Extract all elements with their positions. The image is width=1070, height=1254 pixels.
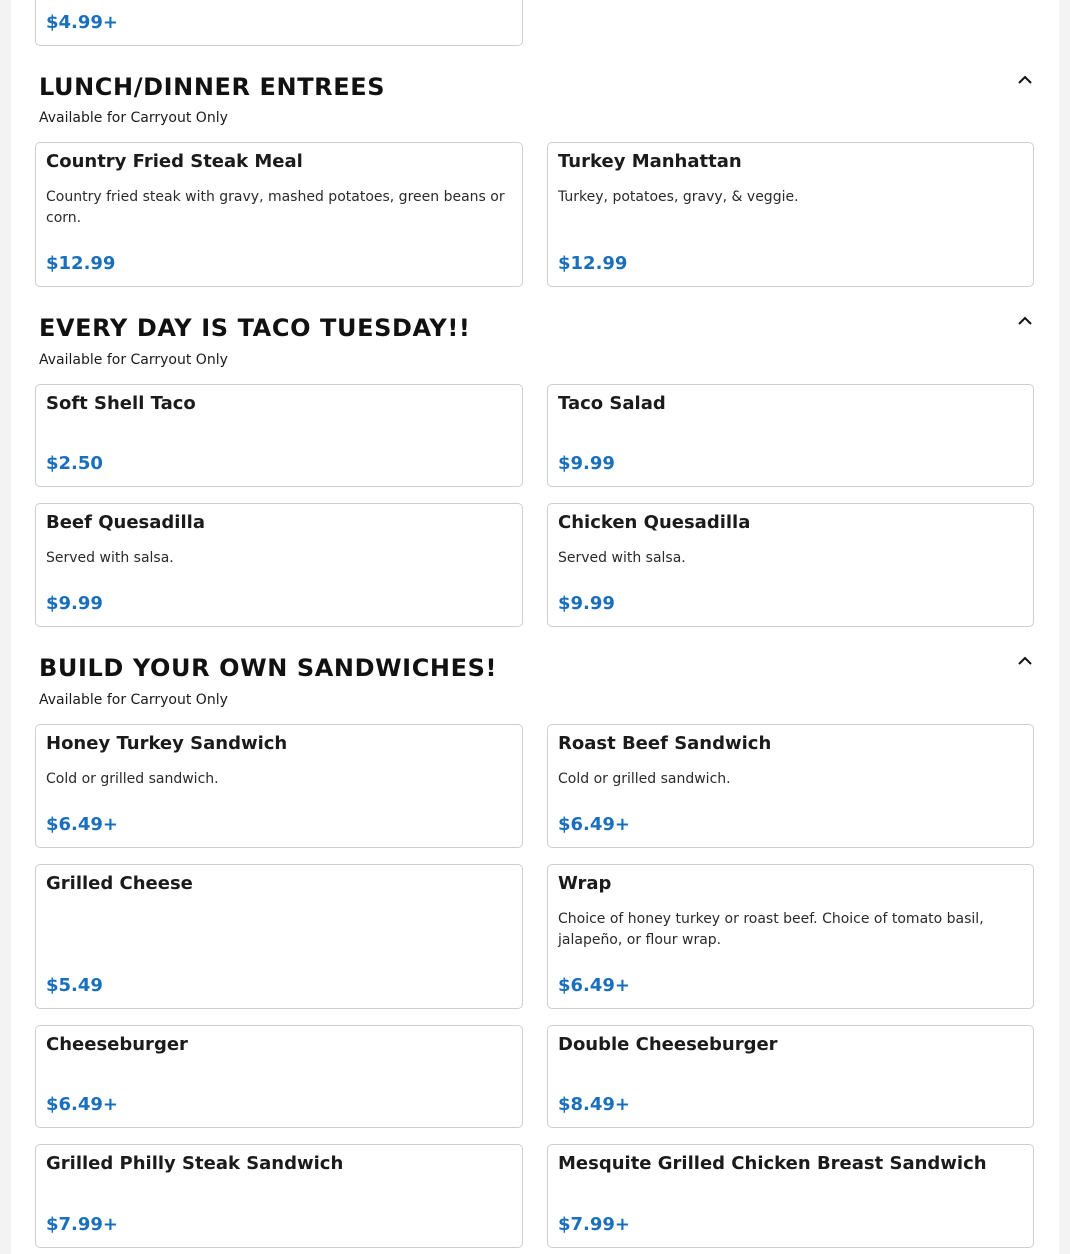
- menu-item-price: $12.99: [46, 253, 116, 274]
- menu-item-card[interactable]: [547, 724, 1034, 848]
- menu-item-name: Country Fried Steak Meal: [46, 151, 303, 172]
- section-subtitle: Available for Carryout Only: [39, 110, 228, 126]
- menu-item-card[interactable]: [547, 384, 1034, 487]
- menu-item-description: Cold or grilled sandwich.: [558, 771, 731, 787]
- menu-item-card[interactable]: [35, 724, 523, 848]
- menu-item-price: $4.99+: [46, 12, 119, 33]
- chevron-up-icon[interactable]: [1015, 651, 1035, 671]
- menu-item-price: $8.49+: [558, 1094, 631, 1115]
- menu-page: [11, 0, 1059, 1254]
- menu-item-description: Choice of honey turkey or roast beef. Choice of tomato basil, jalapeño, or flour wrap.: [558, 911, 984, 948]
- section-title: LUNCH/DINNER ENTREES: [39, 73, 386, 101]
- menu-item-price: $12.99: [558, 253, 628, 274]
- menu-item-price: $6.49+: [46, 814, 119, 835]
- menu-item-price: $5.49: [46, 975, 103, 996]
- menu-item-price: $2.50: [46, 453, 103, 474]
- menu-item-card[interactable]: [547, 142, 1034, 287]
- menu-item-description: Cold or grilled sandwich.: [46, 771, 219, 787]
- section-subtitle: Available for Carryout Only: [39, 692, 228, 708]
- section-title: EVERY DAY IS TACO TUESDAY!!: [39, 314, 471, 342]
- menu-item-card[interactable]: [35, 384, 523, 487]
- menu-item-name: Mesquite Grilled Chicken Breast Sandwich: [558, 1153, 987, 1174]
- menu-item-card[interactable]: [547, 503, 1034, 627]
- menu-item-name: Wrap: [558, 873, 612, 894]
- menu-item-name: Turkey Manhattan: [558, 151, 742, 172]
- menu-item-name: Chicken Quesadilla: [558, 512, 751, 533]
- menu-item-card[interactable]: [35, 503, 523, 627]
- menu-item-price: $9.99: [558, 453, 615, 474]
- menu-item-card[interactable]: [35, 0, 523, 46]
- menu-item-price: $9.99: [558, 593, 615, 614]
- menu-item-price: $7.99+: [46, 1214, 119, 1235]
- menu-item-price: $6.49+: [558, 975, 631, 996]
- menu-item-description: Served with salsa.: [558, 550, 686, 566]
- menu-item-name: Double Cheeseburger: [558, 1034, 778, 1055]
- menu-item-name: Beef Quesadilla: [46, 512, 205, 533]
- menu-item-card[interactable]: [547, 1025, 1034, 1128]
- menu-item-price: $7.99+: [558, 1214, 631, 1235]
- menu-item-name: Grilled Cheese: [46, 873, 193, 894]
- menu-item-name: Honey Turkey Sandwich: [46, 733, 288, 754]
- menu-item-name: Soft Shell Taco: [46, 393, 196, 414]
- chevron-up-icon[interactable]: [1015, 70, 1035, 90]
- menu-item-card[interactable]: [547, 864, 1034, 1009]
- menu-item-description: Served with salsa.: [46, 550, 174, 566]
- menu-item-name: Cheeseburger: [46, 1034, 188, 1055]
- menu-item-name: Taco Salad: [558, 393, 666, 414]
- menu-item-card[interactable]: [35, 142, 523, 287]
- menu-item-card[interactable]: [35, 864, 523, 1009]
- menu-item-description: Country fried steak with gravy, mashed potatoes, green beans or corn.: [46, 189, 505, 226]
- menu-item-name: Grilled Philly Steak Sandwich: [46, 1153, 344, 1174]
- menu-item-description: Turkey, potatoes, gravy, & veggie.: [558, 189, 799, 205]
- menu-item-card[interactable]: [35, 1025, 523, 1128]
- menu-item-card[interactable]: [35, 1144, 523, 1248]
- menu-item-price: $6.49+: [558, 814, 631, 835]
- menu-item-price: $6.49+: [46, 1094, 119, 1115]
- menu-item-price: $9.99: [46, 593, 103, 614]
- menu-item-name: Roast Beef Sandwich: [558, 733, 772, 754]
- menu-item-card[interactable]: [547, 1144, 1034, 1248]
- chevron-up-icon[interactable]: [1015, 311, 1035, 331]
- section-subtitle: Available for Carryout Only: [39, 352, 228, 368]
- section-title: BUILD YOUR OWN SANDWICHES!: [39, 654, 498, 682]
